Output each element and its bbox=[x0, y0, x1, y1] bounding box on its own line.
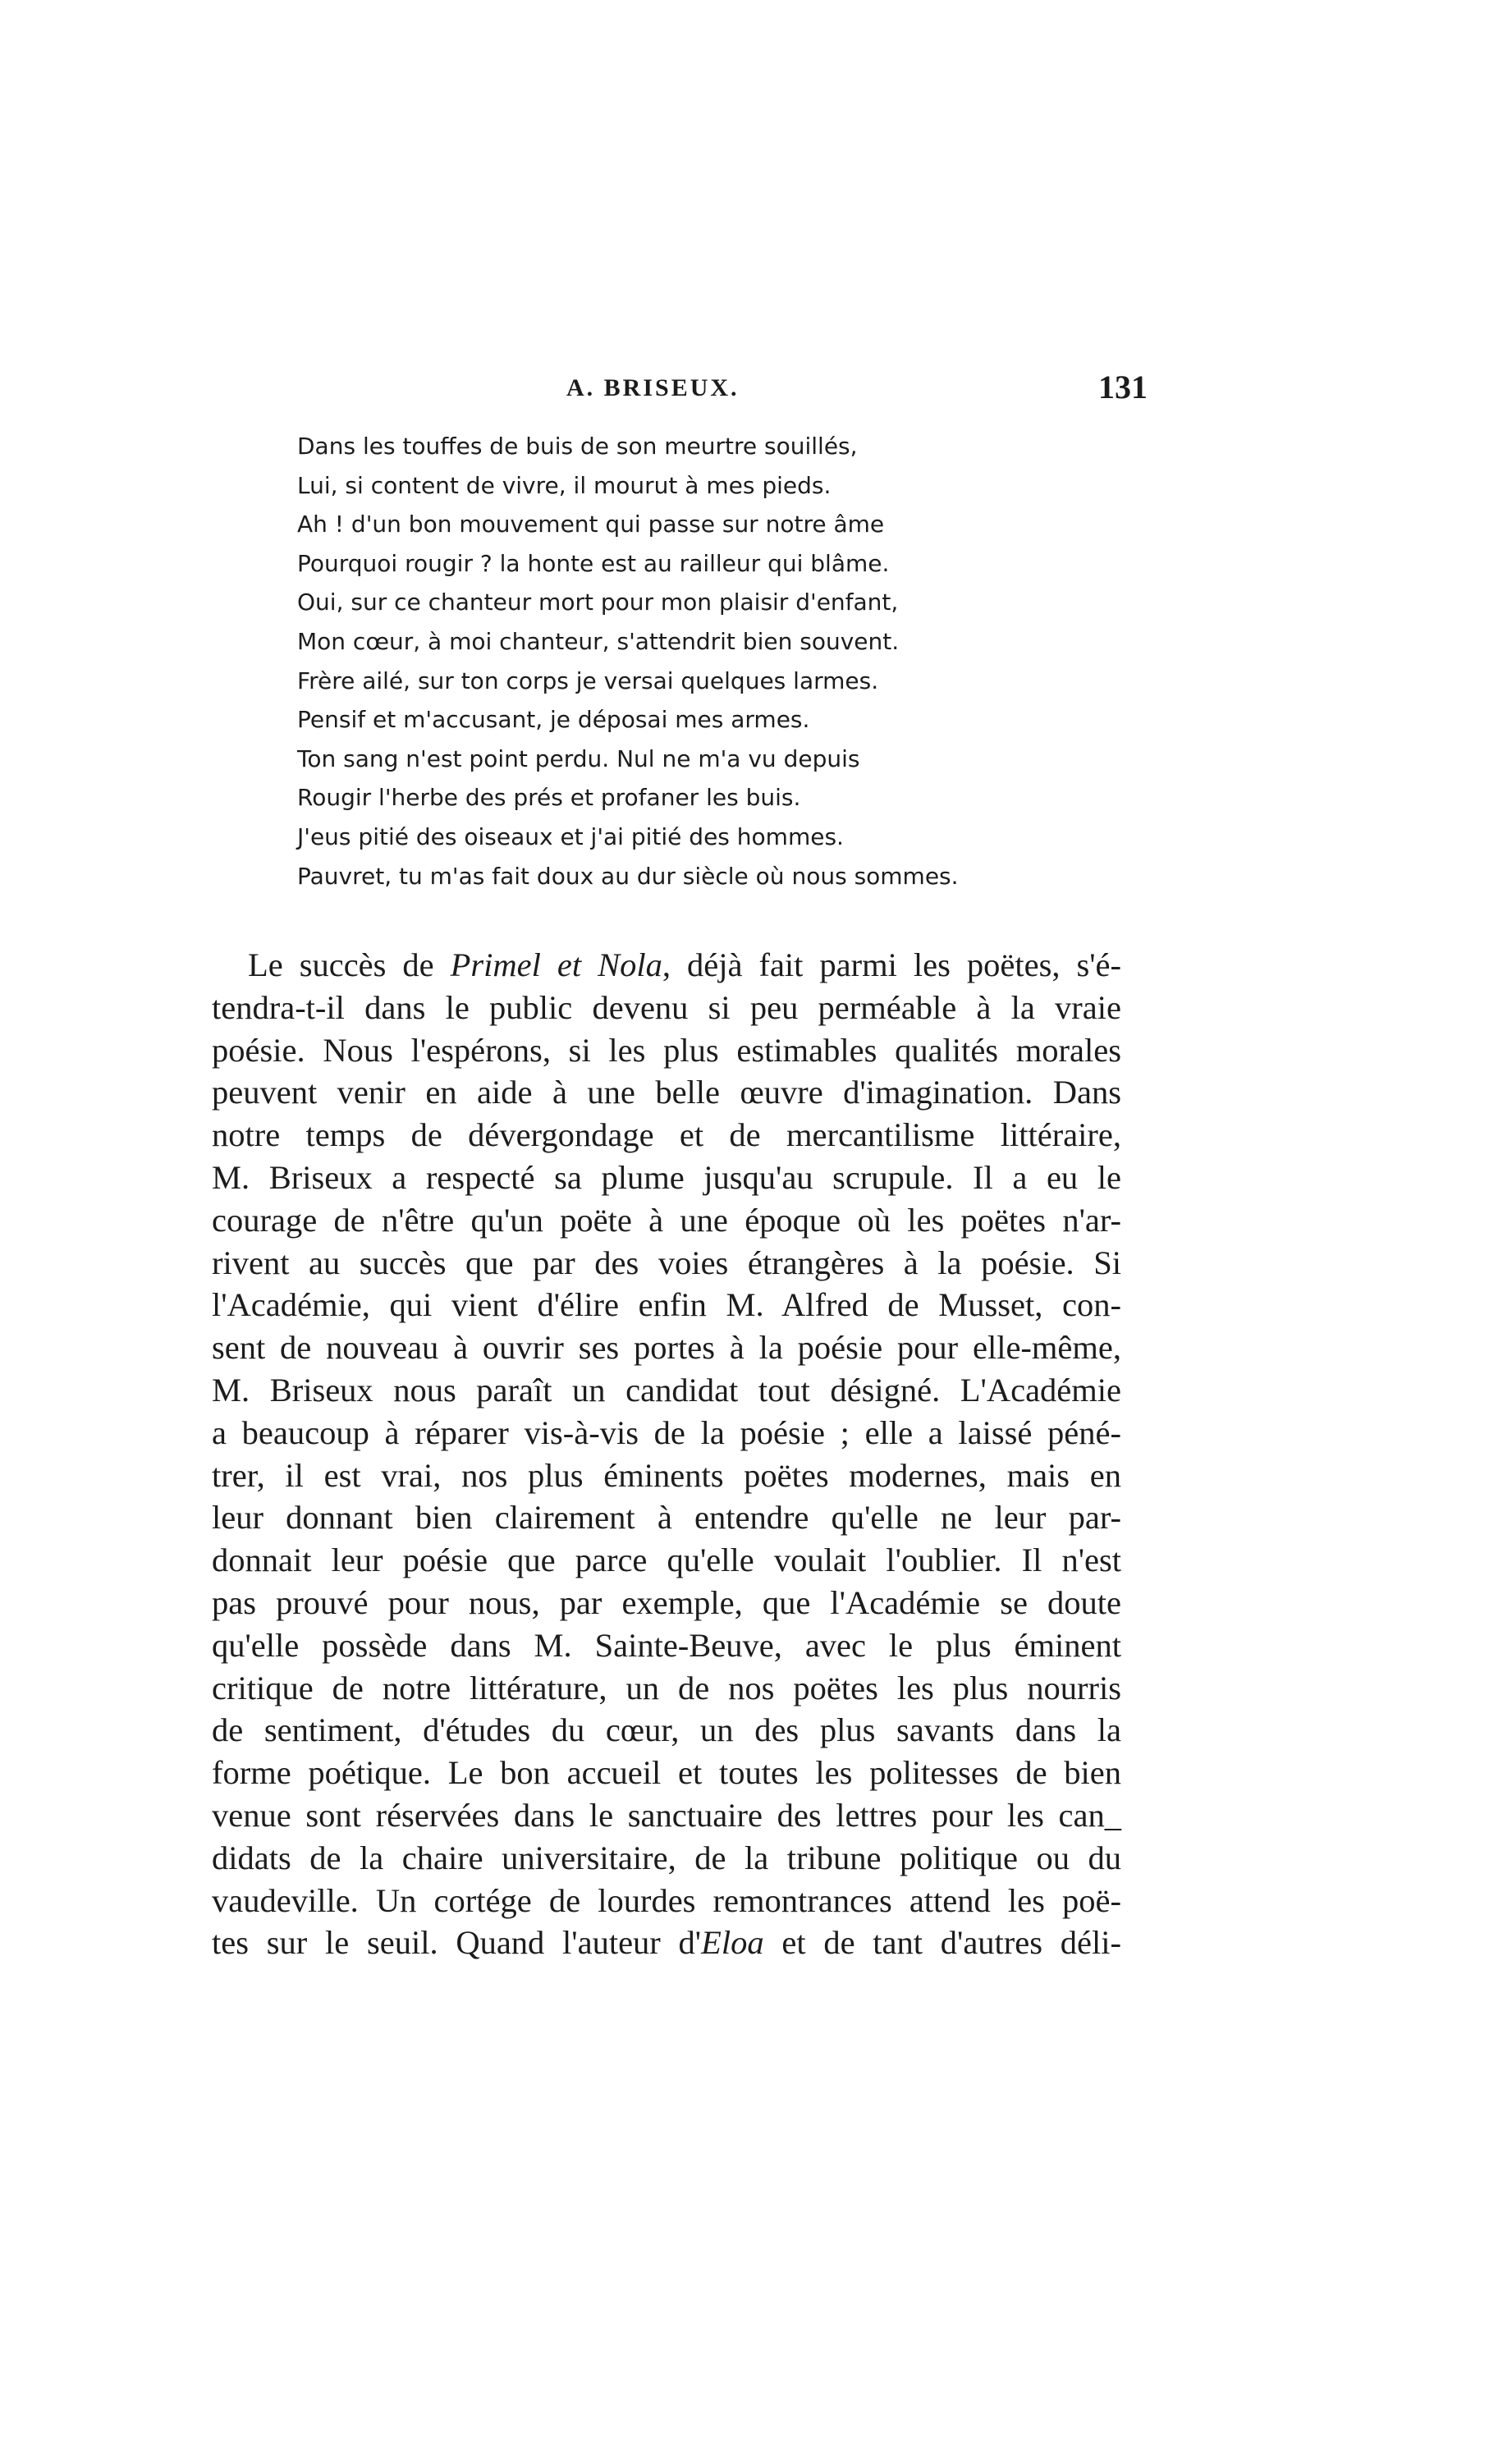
running-title: A. BRISEUX. bbox=[566, 374, 740, 401]
paragraph-line: a beaucoup à réparer vis-à-vis de la poésie ; elle a laissé péné- bbox=[212, 1413, 1121, 1451]
poem-line: Dans les touffes de buis de son meurtre souillés, bbox=[297, 433, 858, 460]
text-segment: tes sur le seuil. Quand l'auteur d' bbox=[212, 1924, 702, 1962]
paragraph-line: sent de nouveau à ouvrir ses portes à la poésie pour elle-même, bbox=[212, 1329, 1121, 1367]
poem-line: Rougir l'herbe des prés et profaner les buis. bbox=[297, 784, 801, 812]
paragraph-line bbox=[212, 1922, 1121, 1964]
text-segment: , déjà fait parmi les poëtes, s'é- bbox=[662, 946, 1121, 983]
paragraph-line: l'Académie, qui vient d'élire enfin M. Alfred de Musset, con- bbox=[212, 1286, 1121, 1324]
paragraph-line: venue sont réservées dans le sanctuaire des lettres pour les can_ bbox=[212, 1796, 1121, 1834]
paragraph-line: leur donnant bien clairement à entendre qu'elle ne leur par- bbox=[212, 1499, 1121, 1537]
paragraph-line: didats de la chaire universitaire, de la tribune politique ou du bbox=[212, 1839, 1121, 1876]
paragraph-line: vaudeville. Un cortége de lourdes remontrances attend les poë- bbox=[212, 1881, 1121, 1919]
poem-line: J'eus pitié des oiseaux et j'ai pitié des hommes. bbox=[297, 822, 844, 850]
paragraph-line: peuvent venir en aide à une belle œuvre d'imagination. Dans bbox=[212, 1074, 1121, 1111]
paragraph-line: poésie. Nous l'espérons, si les plus estimables qualités morales bbox=[212, 1031, 1121, 1069]
paragraph-line: courage de n'être qu'un poëte à une époque où les poëtes n'ar- bbox=[212, 1201, 1121, 1239]
work-title: Eloa bbox=[701, 1924, 764, 1962]
page-number: 131 bbox=[1098, 369, 1148, 405]
paragraph-line: M. Briseux nous paraît un candidat tout désigné. L'Académie bbox=[212, 1371, 1121, 1409]
poem-line: Ton sang n'est point perdu. Nul ne m'a vu depuis bbox=[297, 744, 860, 772]
poem-line: Lui, si content de vivre, il mourut à mes pieds. bbox=[297, 471, 832, 499]
paragraph-line: qu'elle possède dans M. Sainte-Beuve, avec le plus éminent bbox=[212, 1626, 1121, 1664]
page-header bbox=[296, 368, 1157, 417]
paragraph-line: tendra-t-il dans le public devenu si peu perméable à la vraie bbox=[212, 988, 1121, 1026]
text-segment: et de tant d'autres déli- bbox=[763, 1924, 1121, 1962]
poem-quotation bbox=[297, 427, 1134, 896]
paragraph-line: rivent au succès que par des voies étrangères à la poésie. Si bbox=[212, 1244, 1121, 1281]
paragraph-line: trer, il est vrai, nos plus éminents poëtes modernes, mais en bbox=[212, 1456, 1121, 1494]
text-segment: Le succès de bbox=[248, 946, 451, 983]
paragraph-line: M. Briseux a respecté sa plume jusqu'au scrupule. Il a eu le bbox=[212, 1158, 1121, 1196]
paragraph-line: forme poétique. Le bon accueil et toutes les politesses de bien bbox=[212, 1754, 1121, 1792]
poem-line: Pauvret, tu m'as fait doux au dur siècle où nous sommes. bbox=[297, 862, 959, 890]
poem-line: Mon cœur, à moi chanteur, s'attendrit bien souvent. bbox=[297, 627, 900, 655]
poem-line: Ah ! d'un bon mouvement qui passe sur notre âme bbox=[297, 511, 885, 538]
paragraph-line: de sentiment, d'études du cœur, un des plus savants dans la bbox=[212, 1711, 1121, 1749]
poem-line: Frère ailé, sur ton corps je versai quelques larmes. bbox=[297, 667, 879, 694]
body-paragraph bbox=[212, 944, 1121, 1964]
paragraph-line: pas prouvé pour nous, par exemple, que l'Académie se doute bbox=[212, 1583, 1121, 1621]
work-title: Primel et Nola bbox=[450, 946, 662, 983]
paragraph-line: donnait leur poésie que parce qu'elle voulait l'oublier. Il n'est bbox=[212, 1541, 1121, 1579]
paragraph-line bbox=[212, 944, 1121, 987]
poem-line: Pourquoi rougir ? la honte est au railleur qui blâme. bbox=[297, 549, 890, 577]
paragraph-line: critique de notre littérature, un de nos poëtes les plus nourris bbox=[212, 1669, 1121, 1706]
poem-line: Pensif et m'accusant, je déposai mes armes. bbox=[297, 706, 810, 734]
paragraph-line: notre temps de dévergondage et de mercantilisme littéraire, bbox=[212, 1116, 1121, 1154]
poem-line: Oui, sur ce chanteur mort pour mon plaisir d'enfant, bbox=[297, 589, 899, 616]
